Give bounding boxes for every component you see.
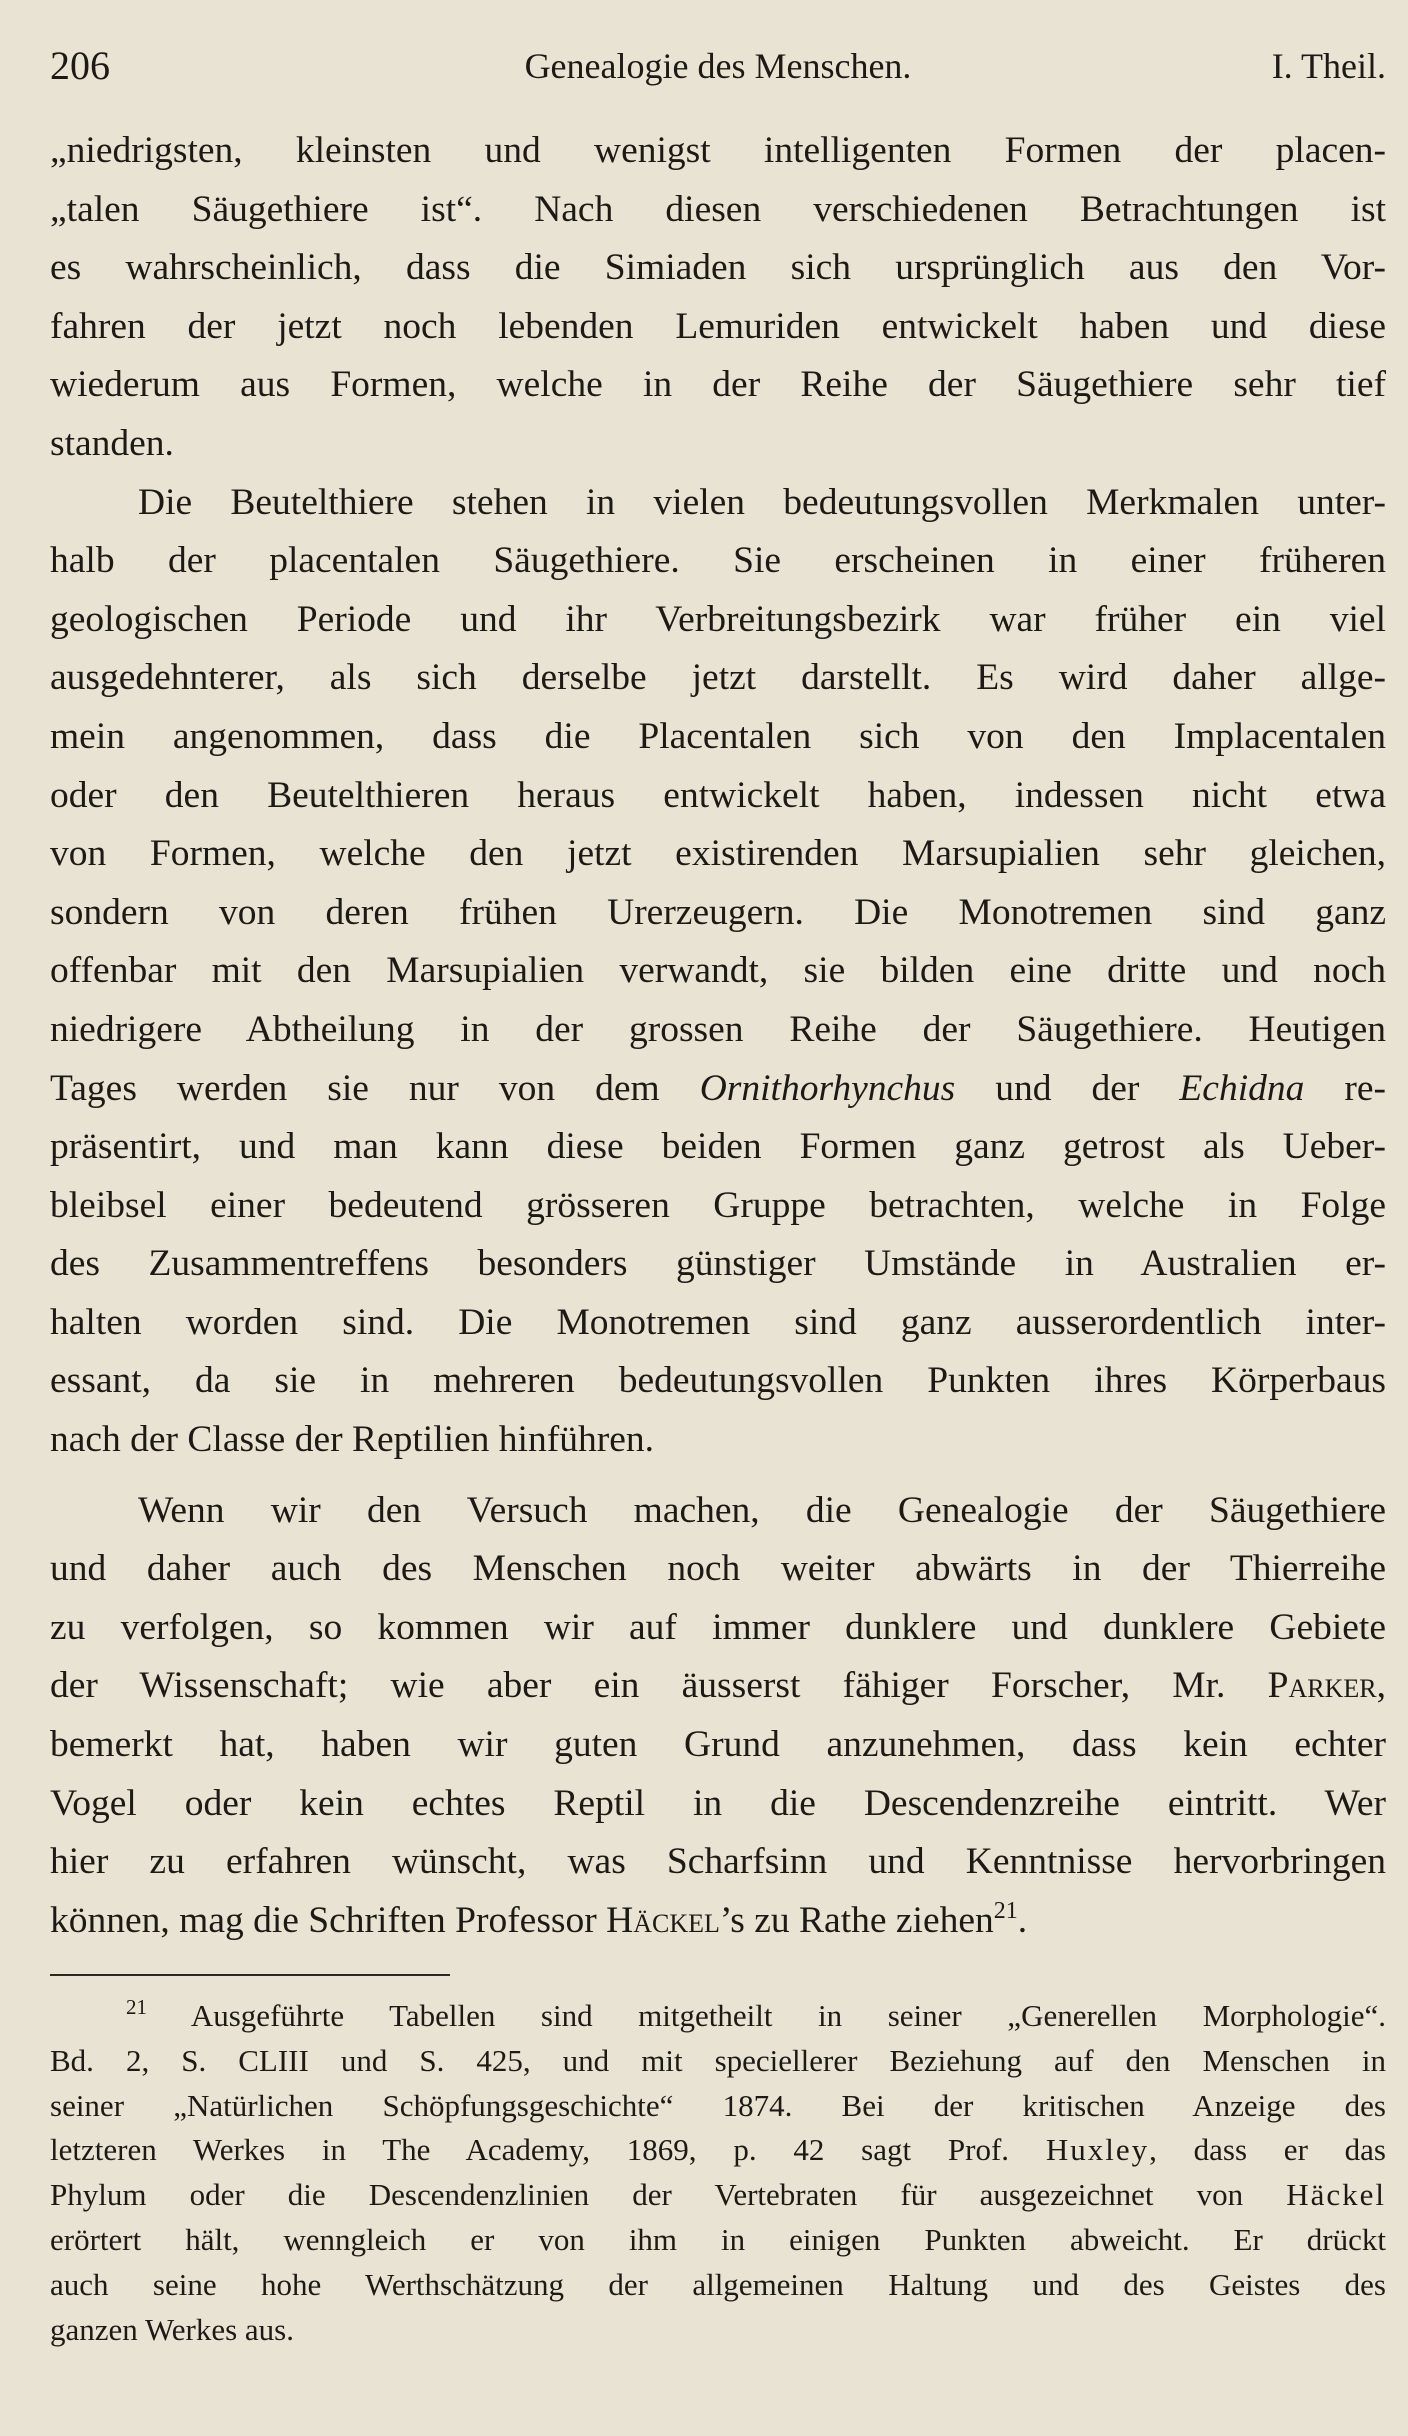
footnote-line: seiner „Natürlichen Schöpfungsgeschichte“ 1874. Bei der kritischen Anzeige des: [50, 2087, 1386, 2123]
paragraph-gap: [50, 1470, 1386, 1482]
author-name: Parker: [1267, 1665, 1377, 1707]
text-line: niedrigere Abtheilung in der grossen Reihe der Säugethiere. Heutigen: [50, 1008, 1386, 1050]
page-number: 206: [50, 43, 110, 88]
text-line: sondern von deren frühen Urerzeugern. Die Monotremen sind ganz: [50, 891, 1386, 933]
text-run: letzteren Werkes in The Academy, 1869, p. 42 sagt Prof.: [50, 2132, 1046, 2168]
text-line: und daher auch des Menschen noch weiter abwärts in der Thierreihe: [50, 1548, 1386, 1590]
author-name: Häckel: [1286, 2177, 1386, 2213]
footnote-line: erörtert hält, wenngleich er von ihm in einigen Punkten abweicht. Er drückt: [50, 2221, 1386, 2257]
footnote-reference[interactable]: 21: [993, 1897, 1018, 1924]
text-run: und der: [955, 1067, 1180, 1109]
footnote-line: [50, 2173, 1386, 2218]
italic-genus-name: Echidna: [1179, 1067, 1305, 1109]
paragraph: [50, 1482, 1386, 1951]
text-line: [50, 1060, 1386, 1119]
text-line: Die Beutelthiere stehen in vielen bedeutungsvollen Merkmalen unter-: [138, 481, 1386, 523]
text-line: „niedrigsten, kleinsten und wenigst intelligenten Formen der placen-: [50, 130, 1386, 171]
footnote-line: auch seine hohe Werthschätzung der allgemeinen Haltung und des Geistes des: [50, 2266, 1386, 2302]
text-line: standen.: [50, 422, 174, 464]
text-line: nach der Classe der Reptilien hinführen.: [50, 1419, 654, 1461]
text-run: können, mag die Schriften Professor: [50, 1899, 607, 1941]
text-run: ,: [1376, 1665, 1386, 1707]
main-text: [50, 122, 1386, 1950]
text-run: re-: [1304, 1067, 1386, 1109]
text-line: präsentirt, und man kann diese beiden Formen ganz getrost als Ueber-: [50, 1126, 1386, 1168]
text-line: offenbar mit den Marsupialien verwandt, sie bilden eine dritte und noch: [50, 950, 1386, 992]
text-run: Phylum oder die Descendenzlinien der Vertebraten für ausgezeichnet von: [50, 2177, 1287, 2213]
paragraph: [50, 474, 1386, 1470]
paragraph: [50, 122, 1386, 474]
text-line: von Formen, welche den jetzt existirenden Marsupialien sehr gleichen,: [50, 833, 1386, 875]
text-run: Ausgeführte Tabellen sind mitgetheilt in seiner „Generellen Morphologie“.: [190, 1998, 1386, 2033]
text-line: wiederum aus Formen, welche in der Reihe der Säugethiere sehr tief: [50, 364, 1386, 406]
text-line: geologischen Periode und ihr Verbreitungsbezirk war früher ein viel: [50, 598, 1386, 640]
text-line: bleibsel einer bedeutend grösseren Gruppe betrachten, welche in Folge: [50, 1184, 1386, 1226]
text-line: ausgedehnterer, als sich derselbe jetzt darstellt. Es wird daher allge-: [50, 657, 1386, 699]
footnote: [50, 1994, 1386, 2352]
italic-genus-name: Ornithorhynchus: [699, 1067, 956, 1109]
text-line: [50, 1657, 1386, 1716]
author-name: Huxley: [1045, 2132, 1150, 2168]
text-line: essant, da sie in mehreren bedeutungsvollen Punkten ihres Körperbaus: [50, 1360, 1386, 1402]
footnote-line: ganzen Werkes aus.: [50, 2311, 294, 2347]
text-line: zu verfolgen, so kommen wir auf immer dunklere und dunklere Gebiete: [50, 1606, 1386, 1648]
footnote-rule: [50, 1974, 450, 1976]
text-line: „talen Säugethiere ist“. Nach diesen verschiedenen Betrachtungen ist: [50, 188, 1386, 230]
text-line: fahren der jetzt noch lebenden Lemuriden entwickelt haben und diese: [50, 305, 1386, 347]
text-run: , dass er das: [1149, 2132, 1386, 2168]
author-name: Häckel: [606, 1899, 720, 1941]
text-line: halb der placentalen Säugethiere. Sie erscheinen in einer früheren: [50, 540, 1386, 582]
text-line: Vogel oder kein echtes Reptil in die Descendenzreihe eintritt. Wer: [50, 1782, 1386, 1824]
running-head: [50, 38, 1386, 94]
text-line: Wenn wir den Versuch machen, die Genealogie der Säugethiere: [138, 1489, 1386, 1531]
text-run: .: [1017, 1899, 1028, 1941]
text-line: hier zu erfahren wünscht, was Scharfsinn und Kenntnisse hervorbringen: [50, 1841, 1386, 1883]
text-line: mein angenommen, dass die Placentalen sich von den Implacentalen: [50, 715, 1386, 757]
part-label: I. Theil.: [1271, 46, 1386, 86]
footnote-marker: 21: [126, 1995, 147, 2019]
footnote-line: [50, 2128, 1386, 2173]
footnote-line: Bd. 2, S. CLIII und S. 425, und mit speciellerer Beziehung auf den Menschen in: [50, 2042, 1386, 2078]
text-run: Tages werden sie nur von dem: [50, 1067, 700, 1109]
text-line: des Zusammentreffens besonders günstiger Umstände in Australien er-: [50, 1243, 1386, 1285]
footnote-line: [50, 1994, 1386, 2039]
text-line: bemerkt hat, haben wir guten Grund anzunehmen, dass kein echter: [50, 1724, 1386, 1766]
text-line: oder den Beutelthieren heraus entwickelt haben, indessen nicht etwa: [50, 774, 1386, 816]
text-line: halten worden sind. Die Monotremen sind ganz ausserordentlich inter-: [50, 1301, 1386, 1343]
text-run: ’s zu Rathe ziehen: [719, 1899, 994, 1941]
text-line: [50, 1892, 1386, 1951]
running-title: Genealogie des Menschen.: [524, 46, 912, 86]
text-line: es wahrscheinlich, dass die Simiaden sich ursprünglich aus den Vor-: [50, 247, 1386, 289]
text-run: der Wissenschaft; wie aber ein äusserst fähiger Forscher, Mr.: [50, 1665, 1268, 1707]
